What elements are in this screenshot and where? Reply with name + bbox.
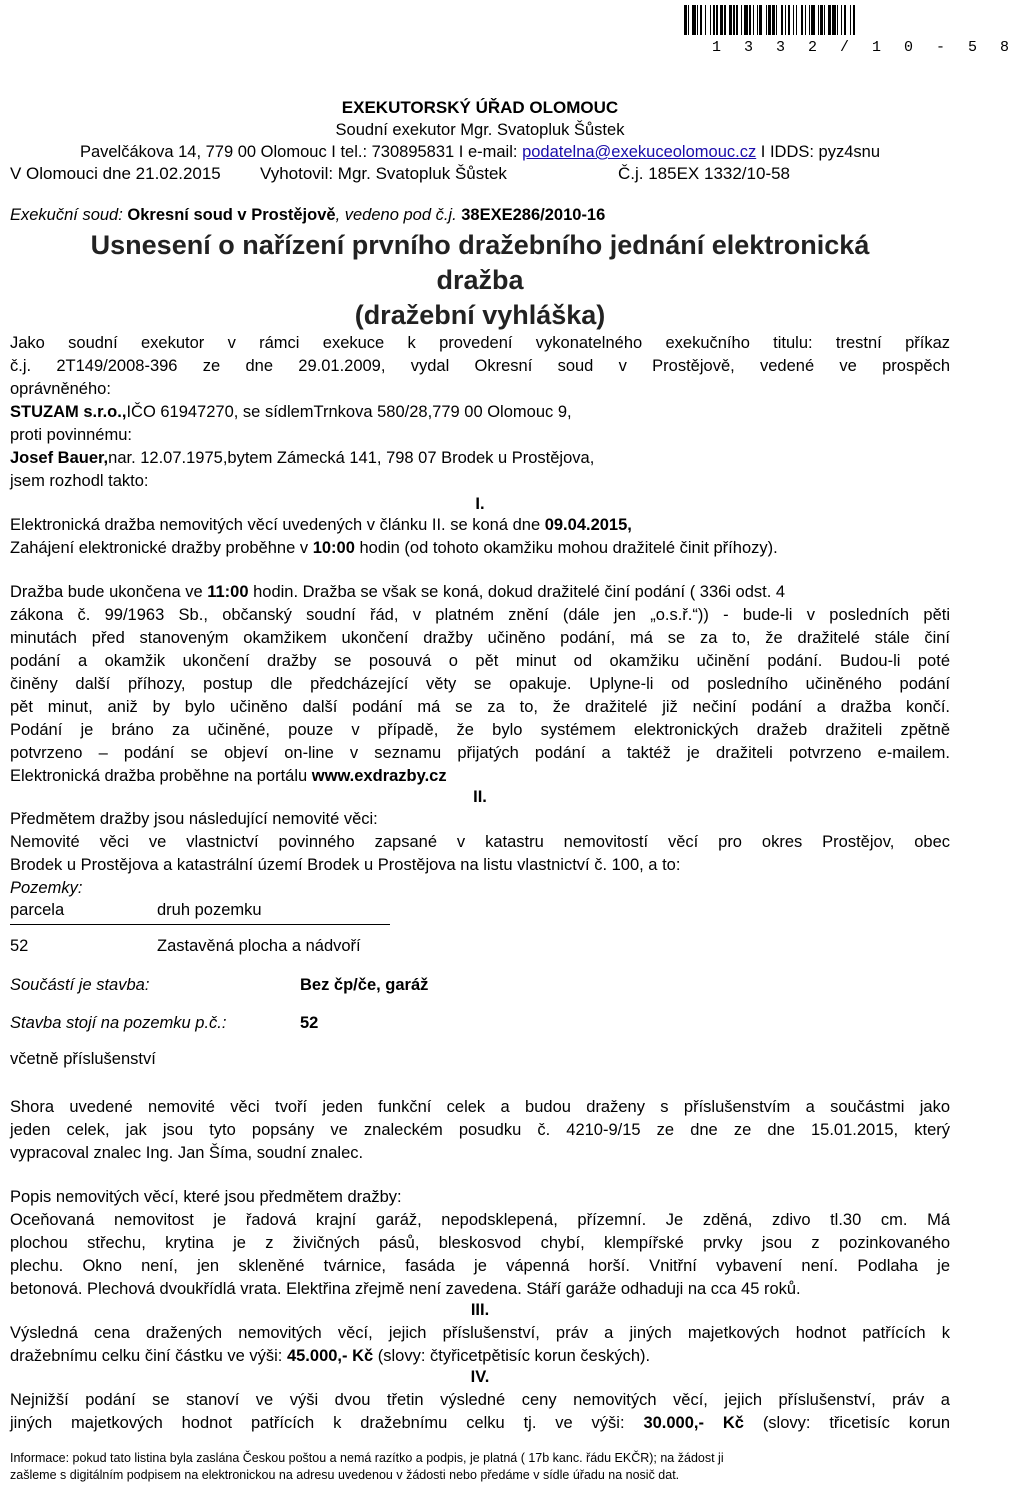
footer-line-2: zašleme s digitálním podpisem na elektronickou na adresu uvedenou v žádosti nebo předáme v sídle úřadu na nosič dat. xyxy=(10,1468,680,1482)
description-line-2: plochou střechu, krytina je z živičných pásů, bleskosvod chybí, klempířské prvky jsou z pozinkovaného xyxy=(10,1234,950,1252)
rules-line-1: zákona č. 99/1963 Sb., občanský soudní řád, v platném znění (dále jen „o.s.ř.“)) - bude-li v posledních pěti xyxy=(10,606,950,624)
description-line-3: plechu. Okno není, jen skleněné tvárnice, fasáda je vápenná horší. Vnitřní vybavení není. Podlaha je xyxy=(10,1257,950,1275)
start-text: Zahájení elektronické dražby proběhne v xyxy=(10,539,313,557)
auction-date-text: Elektronická dražba nemovitých věcí uvedených v článku II. se koná dne xyxy=(10,516,545,534)
office-name: EXEKUTORSKÝ ÚŘAD OLOMOUC xyxy=(341,98,619,117)
description-label: Popis nemovitých věcí, které jsou předmětem dražby: xyxy=(10,1188,402,1206)
rules-line-7: potvrzeno – podání se objeví on-line v seznamu přijatých podání a taktéž je dražiteli potvrzeno e-mailem. xyxy=(10,744,950,762)
stands-value: 52 xyxy=(300,1014,319,1032)
email-link[interactable]: podatelna@exekuceolomouc.cz xyxy=(522,143,757,161)
start-line xyxy=(10,538,950,558)
intro-line-3: oprávněného: xyxy=(10,380,111,398)
debtor-line xyxy=(10,448,950,468)
debtor-details: nar. 12.07.1975,bytem Zámecká 141, 798 07 Brodek u Prostějova, xyxy=(108,449,595,467)
barcode-bar xyxy=(855,5,856,35)
building-label: Součástí je stavba: xyxy=(10,976,150,994)
end-text: Dražba bude ukončena ve xyxy=(10,583,208,601)
stands-label: Stavba stojí na pozemku p.č.: xyxy=(10,1014,227,1032)
auction-date-line xyxy=(10,515,950,535)
rules-line-2: minutách před stanoveným okamžikem ukončení dražby učiněno podání, má se za to, že dražitelé stále činí xyxy=(10,629,950,647)
row-parcel: 52 xyxy=(10,937,29,955)
section-1-heading: I. xyxy=(475,495,485,513)
idds-text: I IDDS: pyz4snu xyxy=(756,143,881,161)
start-note: hodin (od tohoto okamžiku mohou dražitelé činit příhozy). xyxy=(354,539,778,557)
property-desc-1: Nemovité věci ve vlastnictví povinného zapsané v katastru nemovitostí věcí pro okres Prostějov, obec xyxy=(10,833,950,851)
creditor-name: STUZAM s.r.o., xyxy=(10,403,127,421)
price-line-1: Výsledná cena dražených nemovitých věcí, jejich příslušenství, práv a jiných majetkových hodnot patřících k xyxy=(10,1324,950,1342)
building-value: Bez čp/če, garáž xyxy=(300,976,429,994)
plots-divider xyxy=(10,924,390,925)
creditor-details: IČO 61947270, se sídlemTrnkova 580/28,779 00 Olomouc 9, xyxy=(126,403,572,421)
portal-url[interactable]: www.exdrazby.cz xyxy=(311,767,447,785)
rules-line-3: podání a okamžik ukončení dražby se posouvá o pět minut od okamžiku učinění podání. Budou-li poté xyxy=(10,652,950,670)
rules-line-4: činěny další příhozy, postup dle předcházející věty se opakuje. Uplyne-li od posledního učiněného podání xyxy=(10,675,950,693)
title-line-2: dražba xyxy=(436,265,524,295)
case-number: Č.j. 185EX 1332/10-58 xyxy=(618,164,791,183)
section-4-heading: IV. xyxy=(470,1368,490,1386)
end-line xyxy=(10,582,950,602)
executor-name: Soudní exekutor Mgr. Svatopluk Šůstek xyxy=(335,121,625,139)
barcode-number: 1 3 3 2 / 1 0 - 5 8 xyxy=(712,39,1016,56)
unit-line-3: vypracoval znalec Ing. Jan Šíma, soudní znalec. xyxy=(10,1144,364,1162)
rules-line-6: Podání je bráno za učiněné, pouze v případě, že bylo systémem elektronických dražeb dražiteli zpětně xyxy=(10,721,950,739)
subject-line: Předmětem dražby jsou následující nemovité věci: xyxy=(10,810,378,828)
start-time: 10:00 xyxy=(312,539,355,557)
price-line-2 xyxy=(10,1346,950,1366)
col-parcel: parcela xyxy=(10,901,65,919)
end-note: hodin. Dražba se však se koná, dokud dražitelé činí podání ( 336i odst. 4 xyxy=(248,583,786,601)
portal-text: Elektronická dražba proběhne na portálu xyxy=(10,767,312,785)
court-line xyxy=(10,205,950,225)
creditor-line xyxy=(10,402,950,422)
footer-line-1: Informace: pokud tato listina byla zaslána Českou poštou a nemá razítko a podpis, je platná ( 17b kanc. řádu EKČR); na žádost ji xyxy=(10,1451,724,1465)
intro-line-7: jsem rozhodl takto: xyxy=(10,472,149,490)
court-name: Okresní soud v Prostějově xyxy=(127,206,336,224)
intro-line-1: Jako soudní exekutor v rámci exekuce k provedení vykonatelného exekučního titulu: trestní příkaz xyxy=(10,334,950,352)
barcode xyxy=(684,5,1016,56)
price-words: (slovy: čtyřicetpětisíc korun českých). xyxy=(373,1347,651,1365)
intro-line-2: č.j. 2T149/2008-396 ze dne 29.01.2009, vydal Okresní soud v Prostějově, vedené ve prospěch xyxy=(10,357,950,375)
accessories-line: včetně příslušenství xyxy=(10,1050,156,1068)
place-date: V Olomouci dne 21.02.2015 xyxy=(10,164,221,183)
description-line-4: betonová. Plechová dvoukřídlá vrata. Elektřina zřejmě není zavedena. Stáří garáže odhaduji na cca 45 roků. xyxy=(10,1280,801,1298)
unit-line-1: Shora uvedené nemovité věci tvoří jeden funkční celek a budou draženy s příslušenstvím a součástmi jako xyxy=(10,1098,950,1116)
min-bid-amount: 30.000,- Kč xyxy=(643,1414,744,1432)
address-text: Pavelčákova 14, 779 00 Olomouc I tel.: 730895831 I e-mail: xyxy=(79,143,523,161)
section-3-heading: III. xyxy=(470,1301,490,1319)
section-2-heading: II. xyxy=(473,788,487,806)
title-line-1: Usnesení o nařízení prvního dražebního jednání elektronická xyxy=(90,230,870,260)
property-desc-2: Brodek u Prostějova a katastrální území Brodek u Prostějova na listu vlastnictví č. 100, a to: xyxy=(10,856,681,874)
min-bid-line-1: Nejnižší podání se stanoví ve výši dvou třetin výsledné ceny nemovitých věcí, jejich příslušenství, práv a xyxy=(10,1391,950,1409)
debtor-name: Josef Bauer, xyxy=(10,449,109,467)
row-type: Zastavěná plocha a nádvoří xyxy=(157,937,361,955)
title-line-3: (dražební vyhláška) xyxy=(354,300,606,330)
plots-label: Pozemky: xyxy=(10,879,83,897)
intro-line-5: proti povinnému: xyxy=(10,426,132,444)
issued-by: Vyhotovil: Mgr. Svatopluk Šůstek xyxy=(260,164,507,183)
end-time: 11:00 xyxy=(207,583,249,601)
col-type: druh pozemku xyxy=(157,901,262,919)
price-text: dražebnímu celku činí částku ve výši: xyxy=(10,1347,287,1365)
barcode-bars xyxy=(684,5,916,35)
court-suffix: , vedeno pod č.j. xyxy=(335,206,462,224)
court-label: Exekuční soud: xyxy=(10,206,128,224)
auction-date: 09.04.2015, xyxy=(544,516,632,534)
contact-line xyxy=(10,142,950,162)
min-bid-words: (slovy: třicetisíc korun xyxy=(743,1414,950,1432)
price-amount: 45.000,- Kč xyxy=(286,1347,374,1365)
min-bid-text: jiných majetkových hodnot patřících k dražebnímu celku tj. ve výši: xyxy=(10,1414,644,1432)
min-bid-line-2 xyxy=(10,1413,950,1433)
portal-line xyxy=(10,766,950,786)
description-line-1: Oceňovaná nemovitost je řadová krajní garáž, nepodsklepená, přízemní. Je zděná, zdivo tl.30 cm. Má xyxy=(10,1211,950,1229)
court-case: 38EXE286/2010-16 xyxy=(461,206,606,224)
unit-line-2: jeden celek, jak jsou tyto popsány ve znaleckém posudku č. 4210-9/15 ze dne ze dne 15.01.2015, který xyxy=(10,1121,950,1139)
rules-line-5: pět minut, aniž by bylo učiněno další podání má se za to, že dražitelé již nečiní podání a dražba končí. xyxy=(10,698,950,716)
